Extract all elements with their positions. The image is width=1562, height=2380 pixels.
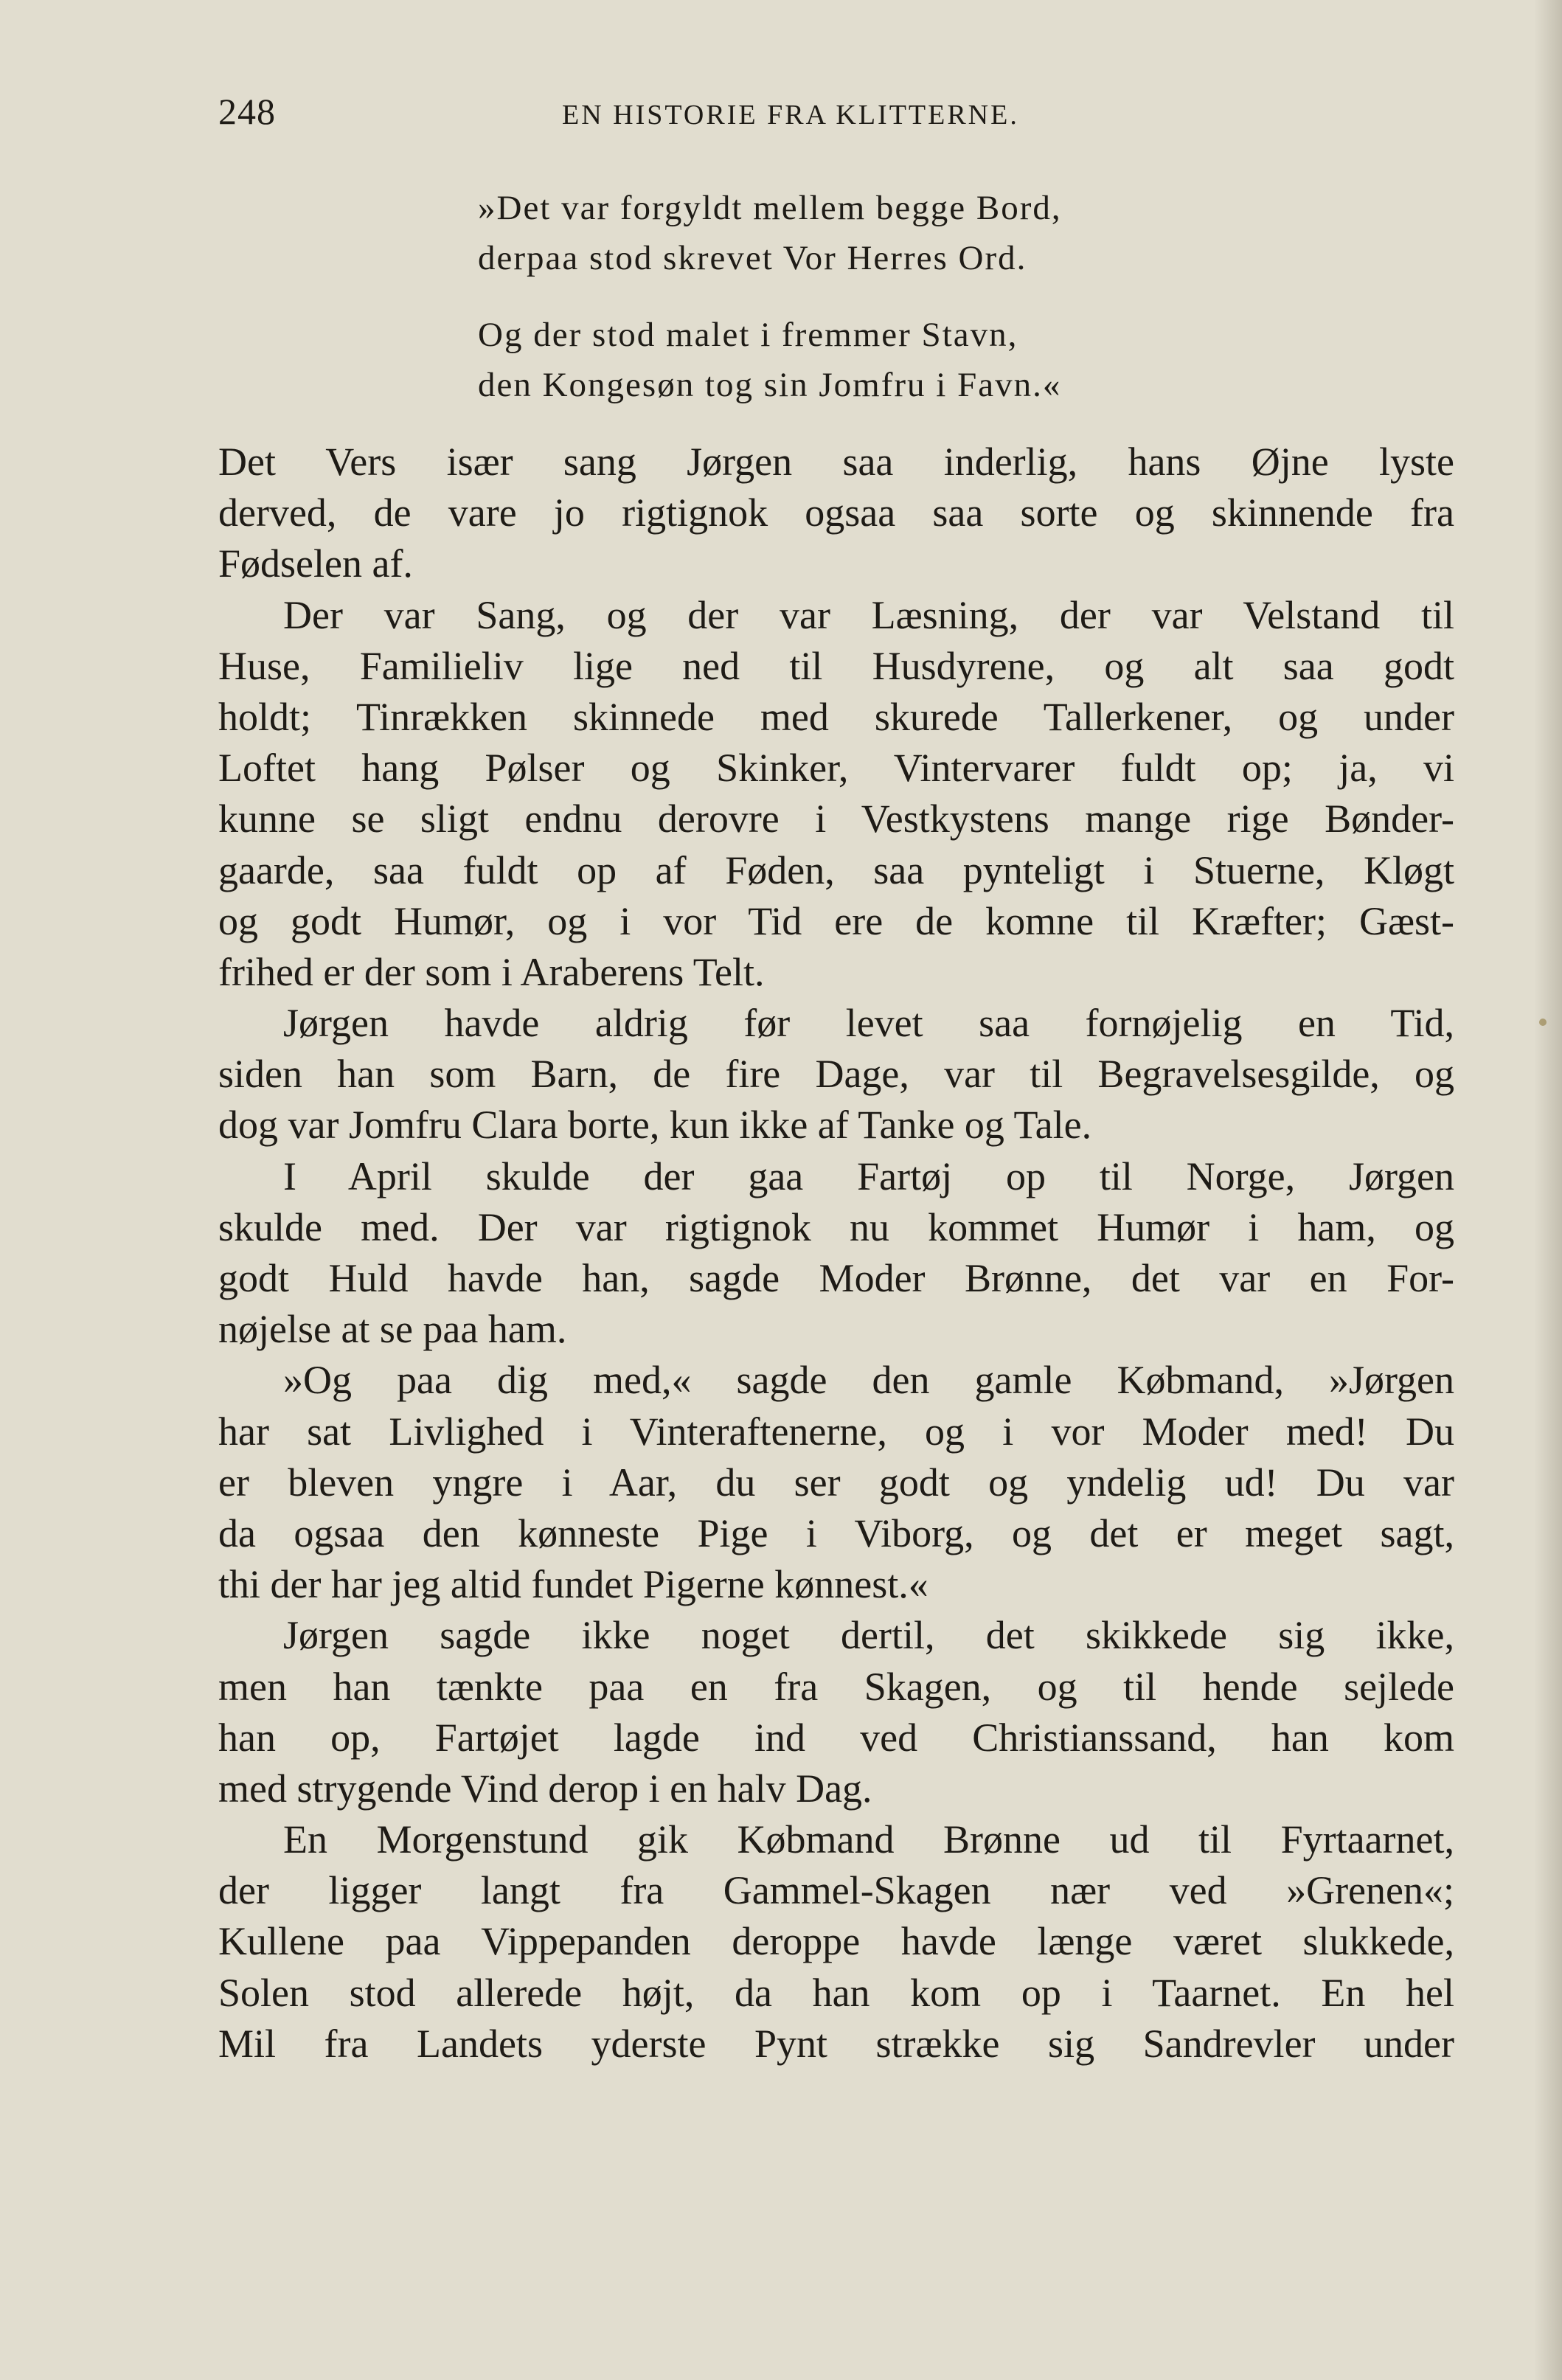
text-line: En Morgenstund gik Købmand Brønne ud til Fyrtaarnet, bbox=[283, 1817, 1454, 1862]
verse-line: »Det var forgyldt mellem begge Bord, bbox=[478, 189, 1062, 227]
page-edge-shadow bbox=[1534, 0, 1562, 2380]
text-line: »Og paa dig med,« sagde den gamle Købmand, »Jørgen bbox=[283, 1358, 1454, 1403]
verse-line: derpaa stod skrevet Vor Herres Ord. bbox=[478, 239, 1027, 277]
text-line: godt Huld havde han, sagde Moder Brønne, det var en For- bbox=[218, 1256, 1454, 1300]
text-line: Huse, Familieliv lige ned til Husdyrene, og alt saa godt bbox=[218, 643, 1454, 688]
text-line: nøjelse at se paa ham. bbox=[218, 1307, 567, 1352]
page-number: 248 bbox=[218, 91, 276, 132]
verse-stanza-2 bbox=[478, 310, 1061, 410]
text-line: derved, de vare jo rigtignok ogsaa saa sorte og skinnende fra bbox=[218, 490, 1454, 535]
body-text bbox=[218, 437, 1454, 2070]
text-line: Jørgen havde aldrig før levet saa fornøjelig en Tid, bbox=[283, 1001, 1454, 1046]
text-line: med strygende Vind derop i en halv Dag. bbox=[218, 1766, 872, 1811]
verse-line: Og der stod malet i fremmer Stavn, bbox=[478, 316, 1018, 354]
running-head-title: EN HISTORIE FRA KLITTERNE. bbox=[562, 100, 1019, 131]
text-line: frihed er der som i Araberens Telt. bbox=[218, 949, 765, 994]
text-line: da ogsaa den kønneste Pige i Viborg, og det er meget sagt, bbox=[218, 1510, 1454, 1555]
text-line: Jørgen sagde ikke noget dertil, det skikkede sig ikke, bbox=[283, 1613, 1454, 1658]
text-line: holdt; Tinrækken skinnede med skurede Tallerkener, og under bbox=[218, 694, 1454, 739]
text-line: Der var Sang, og der var Læsning, der var Velstand til bbox=[283, 592, 1454, 637]
text-line: Solen stod allerede højt, da han kom op i Taarnet. En hel bbox=[218, 1970, 1454, 2015]
text-line: Kullene paa Vippepanden deroppe havde længe været slukkede, bbox=[218, 1919, 1454, 1964]
text-line: og godt Humør, og i vor Tid ere de komne til Kræfter; Gæst- bbox=[218, 898, 1454, 943]
text-line: men han tænkte paa en fra Skagen, og til hende sejlede bbox=[218, 1664, 1454, 1709]
text-line: der ligger langt fra Gammel-Skagen nær ved »Grenen«; bbox=[218, 1868, 1454, 1913]
text-line: dog var Jomfru Clara borte, kun ikke af Tanke og Tale. bbox=[218, 1103, 1092, 1148]
text-line: I April skulde der gaa Fartøj op til Norge, Jørgen bbox=[283, 1153, 1454, 1198]
text-line: er bleven yngre i Aar, du ser godt og yndelig ud! Du var bbox=[218, 1460, 1454, 1505]
text-line: han op, Fartøjet lagde ind ved Christianssand, han kom bbox=[218, 1715, 1454, 1760]
text-line: siden han som Barn, de fire Dage, var til Begravelsesgilde, og bbox=[218, 1052, 1454, 1097]
text-line: skulde med. Der var rigtignok nu kommet Humør i ham, og bbox=[218, 1204, 1454, 1249]
text-line: Fødselen af. bbox=[218, 541, 413, 586]
text-line: Mil fra Landets yderste Pynt strække sig Sandrevler under bbox=[218, 2021, 1454, 2066]
verse-line: den Kongesøn tog sin Jomfru i Favn.« bbox=[478, 366, 1062, 404]
text-line: har sat Livlighed i Vinteraftenerne, og i vor Moder med! Du bbox=[218, 1409, 1454, 1454]
text-line: thi der har jeg altid fundet Pigerne kønnest.« bbox=[218, 1562, 928, 1607]
verse-stanza-1 bbox=[478, 183, 1062, 283]
text-line: Det Vers især sang Jørgen saa inderlig, hans Øjne lyste bbox=[218, 440, 1454, 484]
text-line: kunne se sligt endnu derovre i Vestkystens mange rige Bønder- bbox=[218, 797, 1454, 842]
text-line: gaarde, saa fuldt op af Føden, saa pynteligt i Stuerne, Kløgt bbox=[218, 847, 1454, 892]
text-line: Loftet hang Pølser og Skinker, Vintervarer fuldt op; ja, vi bbox=[218, 746, 1454, 791]
